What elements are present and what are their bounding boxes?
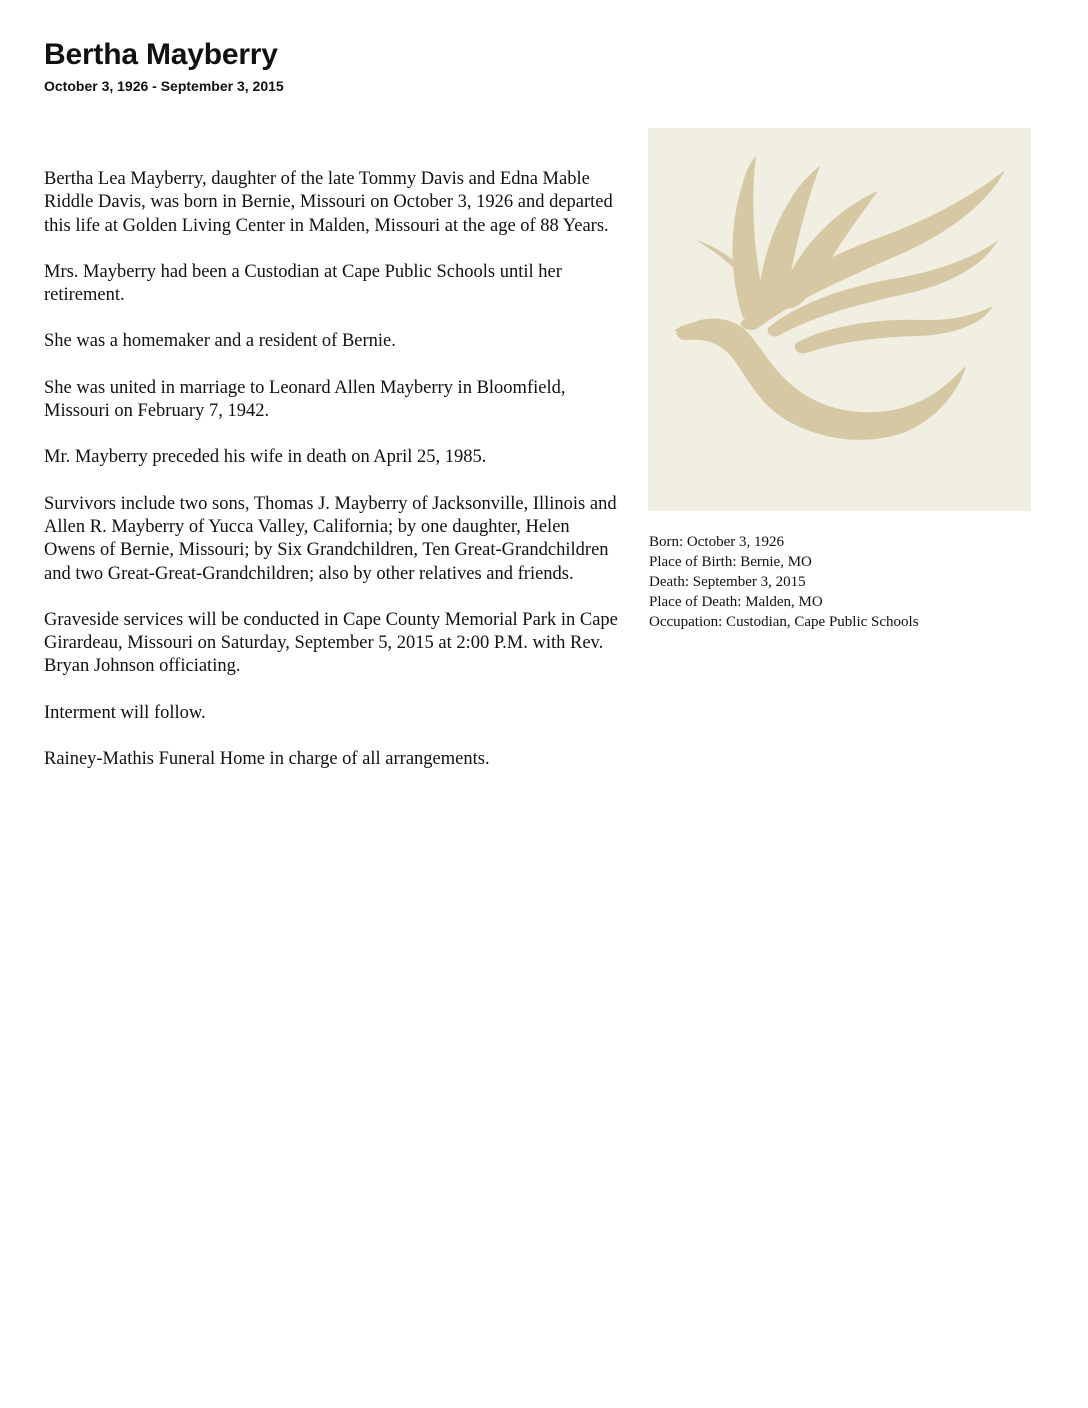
obituary-paragraph: Graveside services will be conducted in Cape County Memorial Park in Cape Girardeau, Missouri on Saturday, September 5, 2015 at 2:00 P.M. with Rev. Bryan Johnson officiating.: [44, 609, 618, 677]
obituary-paragraph: Rainey-Mathis Funeral Home in charge of all arrangements.: [44, 749, 490, 770]
obituary-paragraph: She was a homemaker and a resident of Bernie.: [44, 331, 396, 352]
fact-occupation: Occupation: Custodian, Cape Public Schools: [649, 614, 919, 630]
fact-death: Death: September 3, 2015: [649, 574, 806, 590]
life-dates: October 3, 1926 - September 3, 2015: [44, 78, 284, 94]
fact-place-of-birth: Place of Birth: Bernie, MO: [649, 554, 812, 570]
fact-born: Born: October 3, 1926: [649, 534, 784, 550]
obituary-paragraph: Survivors include two sons, Thomas J. Mayberry of Jacksonville, Illinois and Allen R. Mayberry of Yucca Valley, California; by one daughter, Helen Owens of Bernie, Missouri; by Six Grandchildren, Ten Great-Grandchildren and two Great-Great-Grandchildren; also by other relatives and friends.: [44, 493, 617, 584]
obituary-text: [44, 168, 624, 794]
obituary-paragraph: Interment will follow.: [44, 702, 206, 723]
obituary-paragraph: Bertha Lea Mayberry, daughter of the late Tommy Davis and Edna Mable Riddle Davis, was born in Bernie, Missouri on October 3, 1926 and departed this life at Golden Living Center in Malden, Missouri at the age of 88 Years.: [44, 169, 613, 236]
deceased-name: Bertha Mayberry: [44, 38, 278, 71]
vital-facts: [649, 532, 1069, 632]
fact-place-of-death: Place of Death: Malden, MO: [649, 594, 823, 610]
obituary-paragraph: She was united in marriage to Leonard Allen Mayberry in Bloomfield, Missouri on February 7, 1942.: [44, 377, 566, 422]
obituary-paragraph: Mr. Mayberry preceded his wife in death on April 25, 1985.: [44, 447, 487, 468]
memorial-image: [648, 128, 1031, 511]
obituary-header: [44, 36, 644, 96]
dove-icon: [648, 128, 1031, 511]
obituary-paragraph: Mrs. Mayberry had been a Custodian at Cape Public Schools until her retirement.: [44, 261, 562, 306]
